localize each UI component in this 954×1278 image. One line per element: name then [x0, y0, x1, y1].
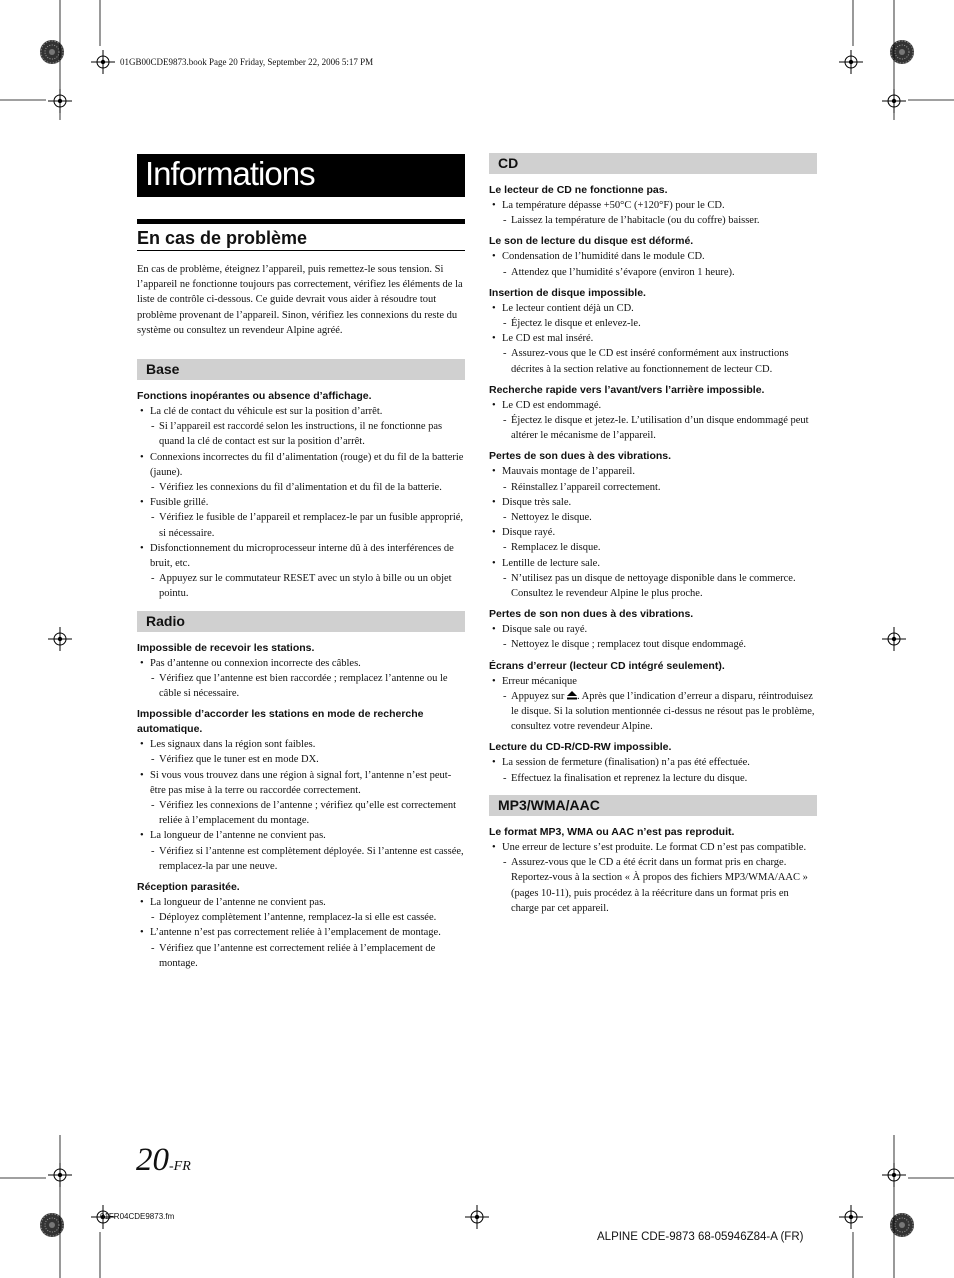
remedy-item: - Vérifiez que le tuner est en mode DX. — [137, 752, 465, 767]
cause-item: • Erreur mécanique — [489, 674, 817, 689]
spacer — [137, 380, 465, 389]
remedy-item: - Effectuez la finalisation et reprenez la lecture du disque. — [489, 771, 817, 786]
remedy-item: - Vérifiez le fusible de l’appareil et remplacez-le par un fusible approprié, si nécessaire. — [137, 510, 465, 540]
cause-item: • La clé de contact du véhicule est sur la position d’arrêt. — [137, 404, 465, 419]
page-title: Informations — [137, 154, 465, 197]
remedy-item: - Appuyez sur le commutateur RESET avec un stylo à bille ou un objet pointu. — [137, 571, 465, 601]
footer-model: ALPINE CDE-9873 68-05946Z84-A (FR) — [597, 1231, 804, 1243]
cause-item: • Le CD est endommagé. — [489, 398, 817, 413]
section-band: Radio — [137, 611, 465, 632]
cause-item: • Disque très sale. — [489, 495, 817, 510]
remedy-item: - Si l’appareil est raccordé selon les instructions, il ne fonctionne pas quand la clé de contact est sur la position d’arrêt. — [137, 419, 465, 449]
cause-item: • Lentille de lecture sale. — [489, 556, 817, 571]
eject-icon — [567, 691, 577, 700]
remedy-item: - Déployez complètement l’antenne, remplacez-la si elle est cassée. — [137, 910, 465, 925]
print-header: 01GB00CDE9873.book Page 20 Friday, September 22, 2006 5:17 PM — [120, 57, 374, 67]
problem-title: Écrans d’erreur (lecteur CD intégré seulement). — [489, 659, 725, 672]
remedy-item: - Attendez que l’humidité s’évapore (environ 1 heure). — [489, 265, 817, 280]
cause-item: • Une erreur de lecture s’est produite. Le format CD n’est pas compatible. — [489, 840, 817, 855]
problem-title: Recherche rapide vers l’avant/vers l’arrière impossible. — [489, 383, 765, 396]
remedy-item: - Vérifiez que l’antenne est bien raccordée ; remplacez l’antenne ou le câble si nécessaire. — [137, 671, 465, 701]
intro-paragraph: En cas de problème, éteignez l’appareil, puis remettez-le sous tension. Si l’appareil ne fonctionne toujours pas correctement, vérifiez les éléments de la liste de contrôle ci-dessous. Ce guide devrait vous aider à résoudre tout problème provenant de l’appareil. Sinon, vérifiez les connexions du reste du système ou consultez un revendeur Alpine agréé. — [137, 264, 463, 336]
cause-item: • Fusible grillé. — [137, 495, 465, 510]
cause-item: • Disque sale ou rayé. — [489, 622, 817, 637]
problem-title: Insertion de disque impossible. — [489, 286, 646, 299]
heading-rule — [137, 250, 465, 251]
remedy-item: - Vérifiez si l’antenne est complètement déployée. Si l’antenne est cassée, remplacez-la par une neuve. — [137, 844, 465, 874]
remedy-item: - Assurez-vous que le CD a été écrit dans un format pris en charge. Reportez-vous à la section « À propos des fichiers MP3/WMA/AAC » (pages 10-11), puis procédez à la réécriture dans un format pris en charge par cet appareil. — [489, 855, 817, 916]
remedy-item: - Vérifiez les connexions de l’antenne ; vérifiez qu’elle est correctement reliée à l’emplacement du montage. — [137, 798, 465, 828]
remedy-item: - Éjectez le disque et enlevez-le. — [489, 316, 817, 331]
cause-item: • Disfonctionnement du microprocesseur interne dû à des interférences de bruit, etc. — [137, 541, 465, 571]
problem-title: Réception parasitée. — [137, 881, 240, 894]
page-number-value: 20 — [136, 1142, 169, 1178]
problem-title: Le format MP3, WMA ou AAC n’est pas reproduit. — [489, 825, 735, 838]
problem-title: Pertes de son dues à des vibrations. — [489, 450, 672, 463]
section-band: Base — [137, 359, 465, 380]
cause-item: • Condensation de l’humidité dans le module CD. — [489, 249, 817, 264]
remedy-item: - Réinstallez l’appareil correctement. — [489, 480, 817, 495]
section-band: MP3/WMA/AAC — [489, 795, 817, 816]
problem-title: Impossible de recevoir les stations. — [137, 641, 315, 654]
cause-item: • Les signaux dans la région sont faibles. — [137, 737, 465, 752]
right-column — [489, 153, 817, 916]
remedy-item: - Éjectez le disque et jetez-le. L’utilisation d’un disque endommagé peut altérer le mécanisme de l’appareil. — [489, 413, 817, 443]
problem-title: Impossible d’accorder les stations en mode de recherche automatique. — [137, 708, 424, 736]
cause-item: • La température dépasse +50°C (+120°F) pour le CD. — [489, 198, 817, 213]
left-column — [137, 359, 465, 971]
spacer — [489, 816, 817, 825]
cause-item: • La session de fermeture (finalisation) n’a pas été effectuée. — [489, 755, 817, 770]
cause-item: • Pas d’antenne ou connexion incorrecte des câbles. — [137, 656, 465, 671]
cause-item: • Le lecteur contient déjà un CD. — [489, 301, 817, 316]
cause-item: • Connexions incorrectes du fil d’alimentation (rouge) et du fil de la batterie (jaune). — [137, 450, 465, 480]
remedy-item: - Remplacez le disque. — [489, 540, 817, 555]
problem-title: Le son de lecture du disque est déformé. — [489, 235, 694, 248]
section-heading: En cas de problème — [137, 219, 465, 249]
cause-item: • Si vous vous trouvez dans une région à signal fort, l’antenne n’est peut-être pas mise à la terre ou raccordée correctement. — [137, 768, 465, 798]
cause-item: • Disque rayé. — [489, 525, 817, 540]
problem-title: Fonctions inopérantes ou absence d’affichage. — [137, 390, 372, 402]
problem-title: Pertes de son non dues à des vibrations. — [489, 608, 694, 621]
spacer — [489, 174, 817, 183]
cause-item: • L’antenne n’est pas correctement reliée à l’emplacement de montage. — [137, 925, 465, 940]
remedy-item: - N’utilisez pas un disque de nettoyage disponible dans le commerce. Consultez le revendeur Alpine le plus proche. — [489, 571, 817, 601]
cause-item: • La longueur de l’antenne ne convient pas. — [137, 895, 465, 910]
remedy-item: - Nettoyez le disque. — [489, 510, 817, 525]
problem-title: Lecture du CD-R/CD-RW impossible. — [489, 741, 672, 754]
spacer — [489, 786, 817, 795]
remedy-item: - Vérifiez les connexions du fil d’alimentation et du fil de la batterie. — [137, 480, 465, 495]
problem-title: Le lecteur de CD ne fonctionne pas. — [489, 184, 668, 196]
remedy-item: - Assurez-vous que le CD est inséré conformément aux instructions décrites à la section relative au fonctionnement de lecteur CD. — [489, 346, 817, 376]
section-band: CD — [489, 153, 817, 174]
remedy-item: - Nettoyez le disque ; remplacez tout disque endommagé. — [489, 637, 817, 652]
spacer — [137, 602, 465, 611]
cause-item: • Mauvais montage de l’appareil. — [489, 464, 817, 479]
remedy-item: - Vérifiez que l’antenne est correctement reliée à l’emplacement de montage. — [137, 941, 465, 971]
footer-filename: 01FR04CDE9873.fm — [100, 1212, 175, 1221]
cause-item: • La longueur de l’antenne ne convient pas. — [137, 828, 465, 843]
remedy-text: . Après que l’indication d’erreur a disparu, réintroduisez le disque. Si la solution mentionnée ci-dessus ne résout pas le problème, consultez votre revendeur Alpine. — [511, 690, 815, 733]
remedy-text: Appuyez sur — [511, 690, 565, 702]
spacer — [137, 632, 465, 641]
cause-item: • Le CD est mal inséré. — [489, 331, 817, 346]
page-number — [136, 1142, 191, 1179]
remedy-item — [489, 689, 817, 735]
page-number-suffix: -FR — [169, 1159, 191, 1174]
remedy-item: - Laissez la température de l’habitacle (ou du coffre) baisser. — [489, 213, 817, 228]
